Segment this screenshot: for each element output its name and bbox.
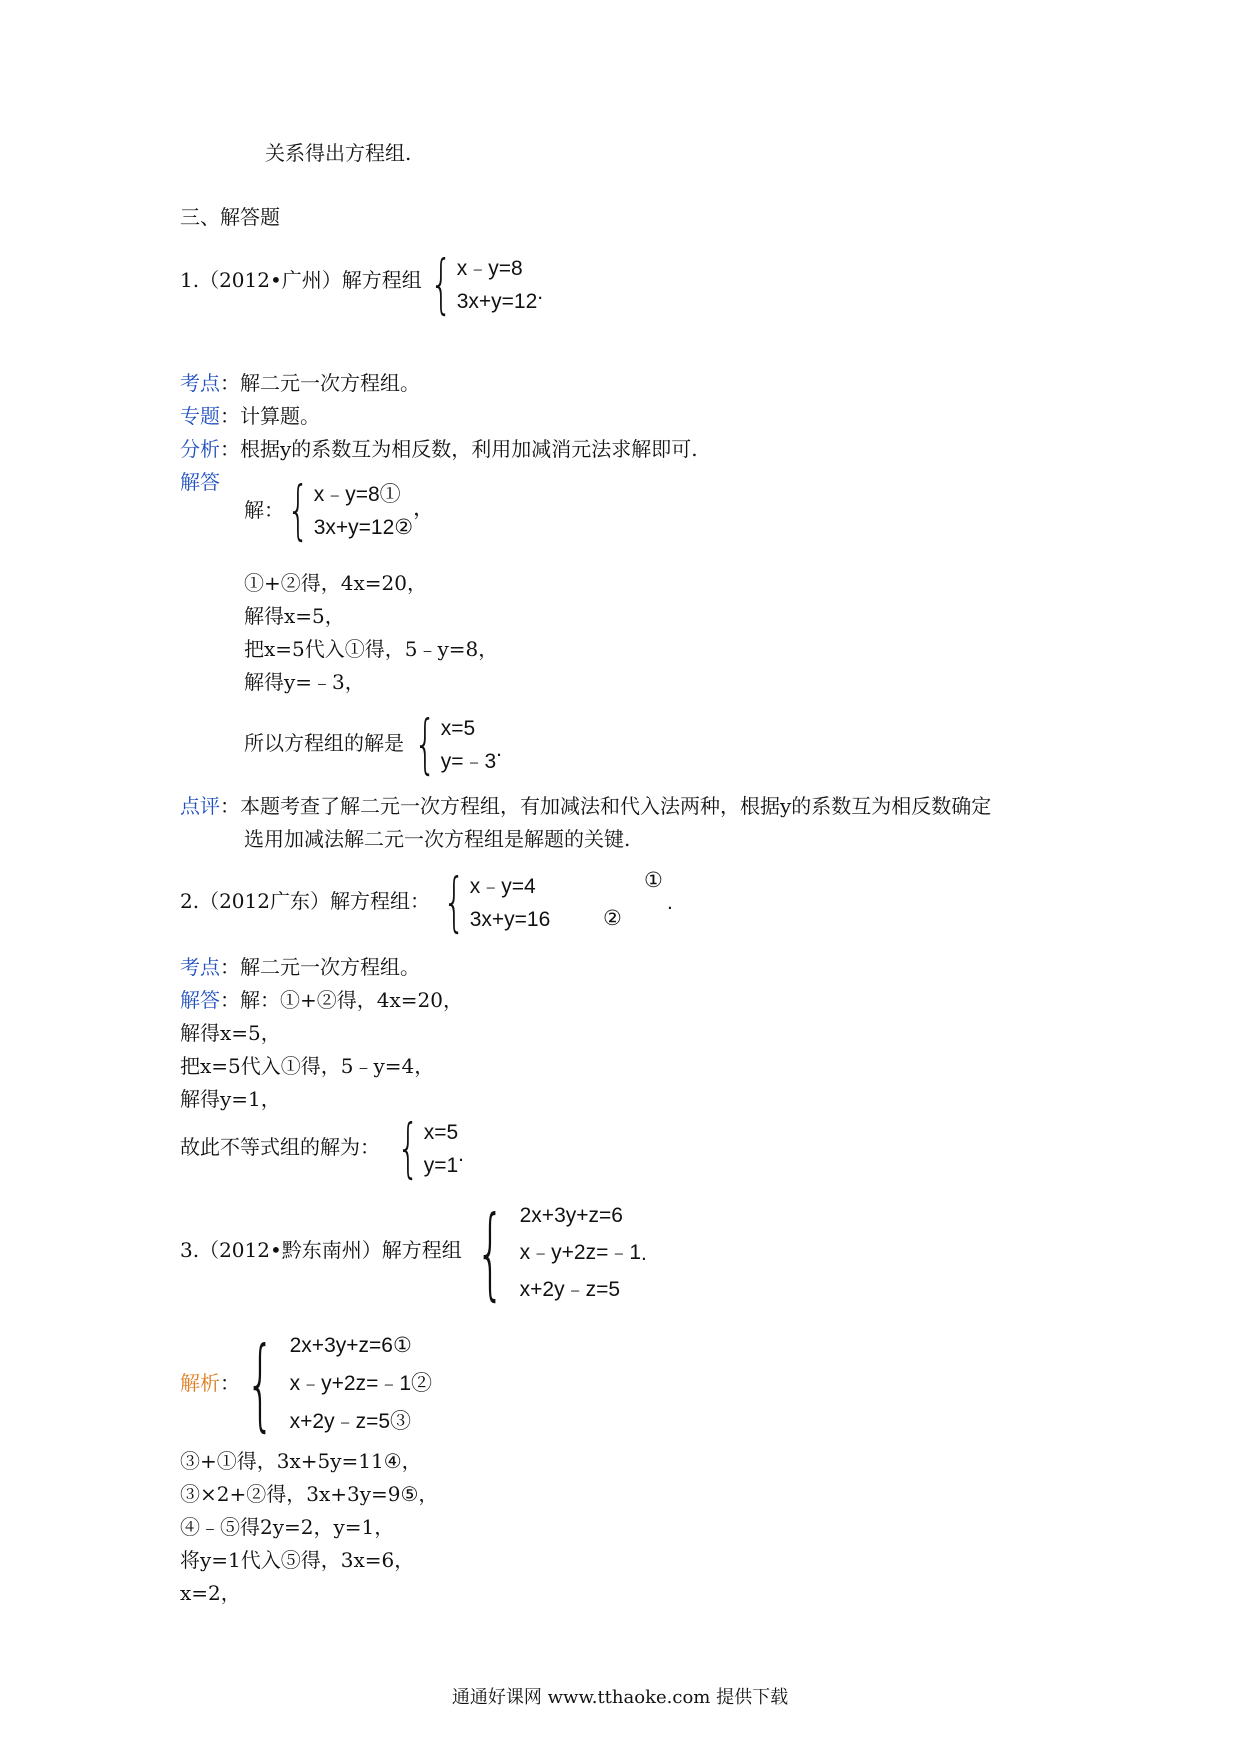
brace-icon: { [397, 1112, 420, 1186]
p2-eq-1: x﹣y=4 [469, 875, 536, 898]
p1-step-1: ①+②得，4x=20， [244, 571, 427, 595]
p3-step-3: ④﹣⑤得2y=2，y=1， [180, 1515, 395, 1539]
p3-step-1: ③+①得，3x+5y=11④， [180, 1449, 422, 1473]
p3-jiexi-colon: ： [220, 1371, 240, 1395]
p1-stem: 1.（2012•广州）解方程组 [180, 268, 422, 292]
p1-dianping [180, 793, 991, 819]
p2-conclusion-prefix: 故此不等式组的解为： [180, 1135, 380, 1159]
p1-step-3: 把x=5代入①得，5﹣y=8， [244, 637, 499, 661]
label-jiexi: 解析 [180, 1371, 220, 1395]
p3-jiexi-eq-2: x﹣y+2z=﹣1② [289, 1371, 433, 1395]
p2-kaodian [180, 954, 420, 980]
p2-solution-tail: . [458, 1143, 465, 1166]
p1-jie-eq-2: 3x+y=12② [313, 516, 414, 539]
p3-step-4: 将y=1代入⑤得，3x=6， [180, 1548, 415, 1572]
p1-jie-eq-1: x﹣y=8① [313, 483, 401, 506]
p2-stem: 2.（2012广东）解方程组： [180, 889, 430, 913]
p1-sol-1: x=5 [440, 717, 476, 740]
p1-jie-system [287, 474, 434, 548]
p2-jieda [180, 987, 463, 1013]
p3-system-tail: . [641, 1241, 647, 1265]
label-dianping: 点评 [180, 794, 220, 818]
p1-eq-2: 3x+y=12 [456, 290, 538, 313]
brace-icon: { [287, 474, 310, 548]
p2-step-1: 解得x=5， [180, 1021, 281, 1045]
p3-system [476, 1194, 647, 1311]
top-line: 关系得出方程组. [265, 141, 412, 165]
p3-eq-2: x﹣y+2z=﹣1 [519, 1241, 642, 1264]
label-fenxi: 分析 [180, 437, 220, 461]
p3-stem: 3.（2012•黔东南州）解方程组 [180, 1238, 462, 1262]
p1-step-2: 解得x=5， [244, 604, 345, 628]
brace-icon: { [443, 866, 466, 940]
p2-sol-1: x=5 [423, 1121, 459, 1144]
p1-conclusion-prefix: 所以方程组的解是 [244, 731, 404, 755]
p1-kaodian [180, 370, 420, 396]
p2-eq-2: 3x+y=16 [469, 908, 551, 931]
p2-system-tail: . [667, 891, 673, 914]
brace-icon: { [414, 708, 437, 782]
p1-solution [414, 708, 502, 782]
label-kaodian: 考点 [180, 955, 220, 979]
p2-system [443, 866, 550, 940]
p2-kaodian-text: ：解二元一次方程组。 [220, 955, 420, 979]
p3-jiexi-eq-3: x+2y﹣z=5③ [289, 1409, 412, 1433]
section-title: 三、解答题 [180, 205, 280, 229]
p1-system-tail: . [537, 281, 544, 304]
brace-icon: { [246, 1325, 275, 1442]
p1-fenxi-text: ：根据y的系数互为相反数，利用加减消元法求解即可. [220, 437, 698, 461]
p2-step-2: 把x=5代入①得，5﹣y=4， [180, 1054, 435, 1078]
p1-kaodian-text: ：解二元一次方程组。 [220, 371, 420, 395]
p1-fenxi [180, 436, 698, 462]
p2-jieda-text: ：解：①+②得，4x=20， [220, 988, 463, 1012]
p3-jiexi-system [246, 1325, 432, 1442]
label-zhuanti: 专题 [180, 404, 220, 428]
p3-eq-3: x+2y﹣z=5 [519, 1278, 621, 1301]
p1-system [430, 248, 543, 322]
p3-jiexi [180, 1370, 240, 1396]
brace-icon: { [430, 248, 453, 322]
p1-step-4: 解得y=﹣3， [244, 670, 365, 694]
p1-solution-tail: . [496, 738, 503, 761]
p1-zhuanti-text: ：计算题。 [220, 404, 320, 428]
p1-jie-prefix: 解： [244, 498, 284, 522]
p1-sol-2: y=﹣3 [440, 750, 497, 773]
p2-sol-2: y=1 [423, 1154, 459, 1177]
p2-step-3: 解得y=1， [180, 1087, 281, 1111]
p1-jie-tail: ， [413, 497, 435, 520]
p3-step-5: x=2， [180, 1581, 241, 1605]
label-jieda: 解答 [180, 988, 220, 1012]
page-footer: 通通好课网 www.tthaoke.com 提供下载 [451, 1687, 789, 1708]
p1-dianping-text-1: ：本题考查了解二元一次方程组，有加减法和代入法两种，根据y的系数互为相反数确定 [220, 794, 992, 818]
label-jieda: 解答 [180, 470, 220, 494]
p3-step-2: ③×2+②得，3x+3y=9⑤， [180, 1482, 439, 1506]
p2-marker-1: ① [644, 869, 663, 892]
p3-eq-1: 2x+3y+z=6 [519, 1204, 623, 1227]
p2-marker-2: ② [603, 907, 622, 930]
p1-dianping-text-2: 选用加减法解二元一次方程组是解题的关键. [244, 827, 631, 851]
label-kaodian: 考点 [180, 371, 220, 395]
p1-zhuanti [180, 403, 320, 429]
brace-icon: { [476, 1194, 505, 1311]
p2-solution [397, 1112, 464, 1186]
p1-eq-1: x﹣y=8 [456, 257, 523, 280]
p3-jiexi-eq-1: 2x+3y+z=6① [289, 1333, 412, 1357]
